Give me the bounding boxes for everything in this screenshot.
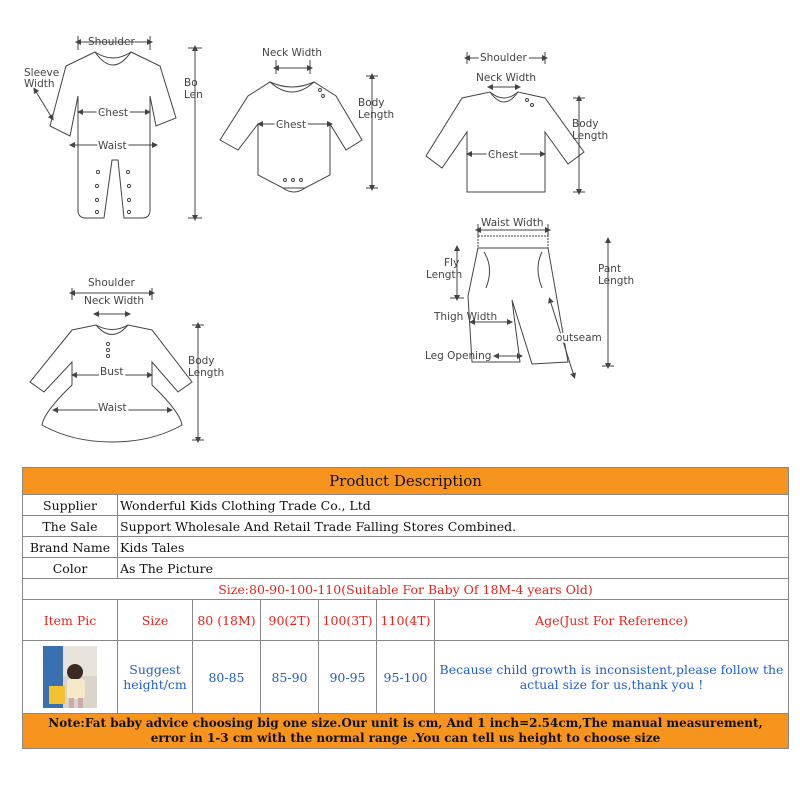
header-size-90: 90(2T) [261, 600, 319, 641]
age-note: Because child growth is inconsistent,please follow the actual size for us,thank you ! [435, 641, 789, 714]
top-neck-label: Neck Width [476, 72, 537, 84]
table-row [23, 516, 789, 537]
row-value: Wonderful Kids Clothing Trade Co., Ltd [118, 495, 789, 516]
dress-length-label-2: Length [188, 367, 225, 379]
romper-waist-label: Waist [98, 140, 127, 152]
bodysuit-length-label-2: Length [358, 109, 395, 121]
row-value: As The Picture [118, 558, 789, 579]
table-title: Product Description [23, 468, 789, 495]
row-key: Color [23, 558, 118, 579]
bodysuit-neck-label: Neck Width [262, 47, 323, 59]
pants-length-label-1: Pant [598, 263, 622, 275]
dress-waist-label: Waist [98, 402, 127, 414]
bodysuit-length-label-1: Body [358, 97, 385, 109]
pants-outseam-label: outseam [556, 332, 602, 344]
dress-shoulder-label: Shoulder [88, 277, 135, 289]
row-key: Brand Name [23, 537, 118, 558]
header-size-110: 110(4T) [377, 600, 435, 641]
top-chest-label: Chest [488, 149, 519, 161]
romper-sleeve-label-2: Width [24, 78, 55, 90]
note-line-1: Note:Fat baby advice choosing big one size.Our unit is cm, And 1 inch=2.54cm,The manual measurement, [48, 716, 763, 730]
bodysuit-chest-label: Chest [276, 119, 307, 131]
size-range-line: Size:80-90-100-110(Suitable For Baby Of 18M-4 years Old) [23, 579, 789, 600]
product-photo-thumbnail [43, 646, 97, 708]
header-size-80: 80 (18M) [193, 600, 261, 641]
top-length-label-1: Body [572, 118, 599, 130]
dress-neck-label: Neck Width [84, 295, 145, 307]
header-item-pic: Item Pic [23, 600, 118, 641]
header-size: Size [118, 600, 193, 641]
size-header-row [23, 600, 789, 641]
dress-length-label-1: Body [188, 355, 215, 367]
note-cell [23, 714, 789, 749]
pants-length-label-2: Length [598, 275, 635, 287]
romper-sleeve-label-1: Sleeve [24, 67, 60, 79]
top-shoulder-label: Shoulder [480, 52, 527, 64]
top-length-label-2: Length [572, 130, 609, 142]
row-key: The Sale [23, 516, 118, 537]
pants-thigh-label: Thigh Width [434, 311, 498, 323]
pants-waist-label: Waist Width [481, 217, 544, 229]
dress-illustration [30, 288, 204, 442]
height-row [23, 641, 789, 714]
pants-fly-label-1: Fly [444, 257, 460, 269]
row-key: Supplier [23, 495, 118, 516]
header-size-100: 100(3T) [319, 600, 377, 641]
header-age: Age(Just For Reference) [435, 600, 789, 641]
romper-shoulder-label: Shoulder [88, 36, 135, 48]
height-110: 95-100 [377, 641, 435, 714]
pants-fly-label-2: Length [426, 269, 463, 281]
table-row [23, 558, 789, 579]
height-100: 90-95 [319, 641, 377, 714]
product-description-table [22, 467, 789, 749]
romper-length-label-1: Bo [184, 77, 198, 89]
height-90: 85-90 [261, 641, 319, 714]
romper-length-label-2: Len [184, 89, 203, 101]
suggest-height-label: Suggest height/cm [118, 641, 193, 714]
note-line-2: error in 1-3 cm with the normal range .You can tell us height to choose size [150, 731, 661, 745]
height-80: 80-85 [193, 641, 261, 714]
romper-illustration [35, 36, 202, 218]
table-row [23, 495, 789, 516]
dress-bust-label: Bust [100, 366, 124, 378]
romper-chest-label: Chest [98, 107, 129, 119]
row-value: Kids Tales [118, 537, 789, 558]
item-pic-cell [23, 641, 118, 714]
row-value: Support Wholesale And Retail Trade Falling Stores Combined. [118, 516, 789, 537]
table-row [23, 537, 789, 558]
pants-leg-opening-label: Leg Opening [425, 350, 492, 362]
